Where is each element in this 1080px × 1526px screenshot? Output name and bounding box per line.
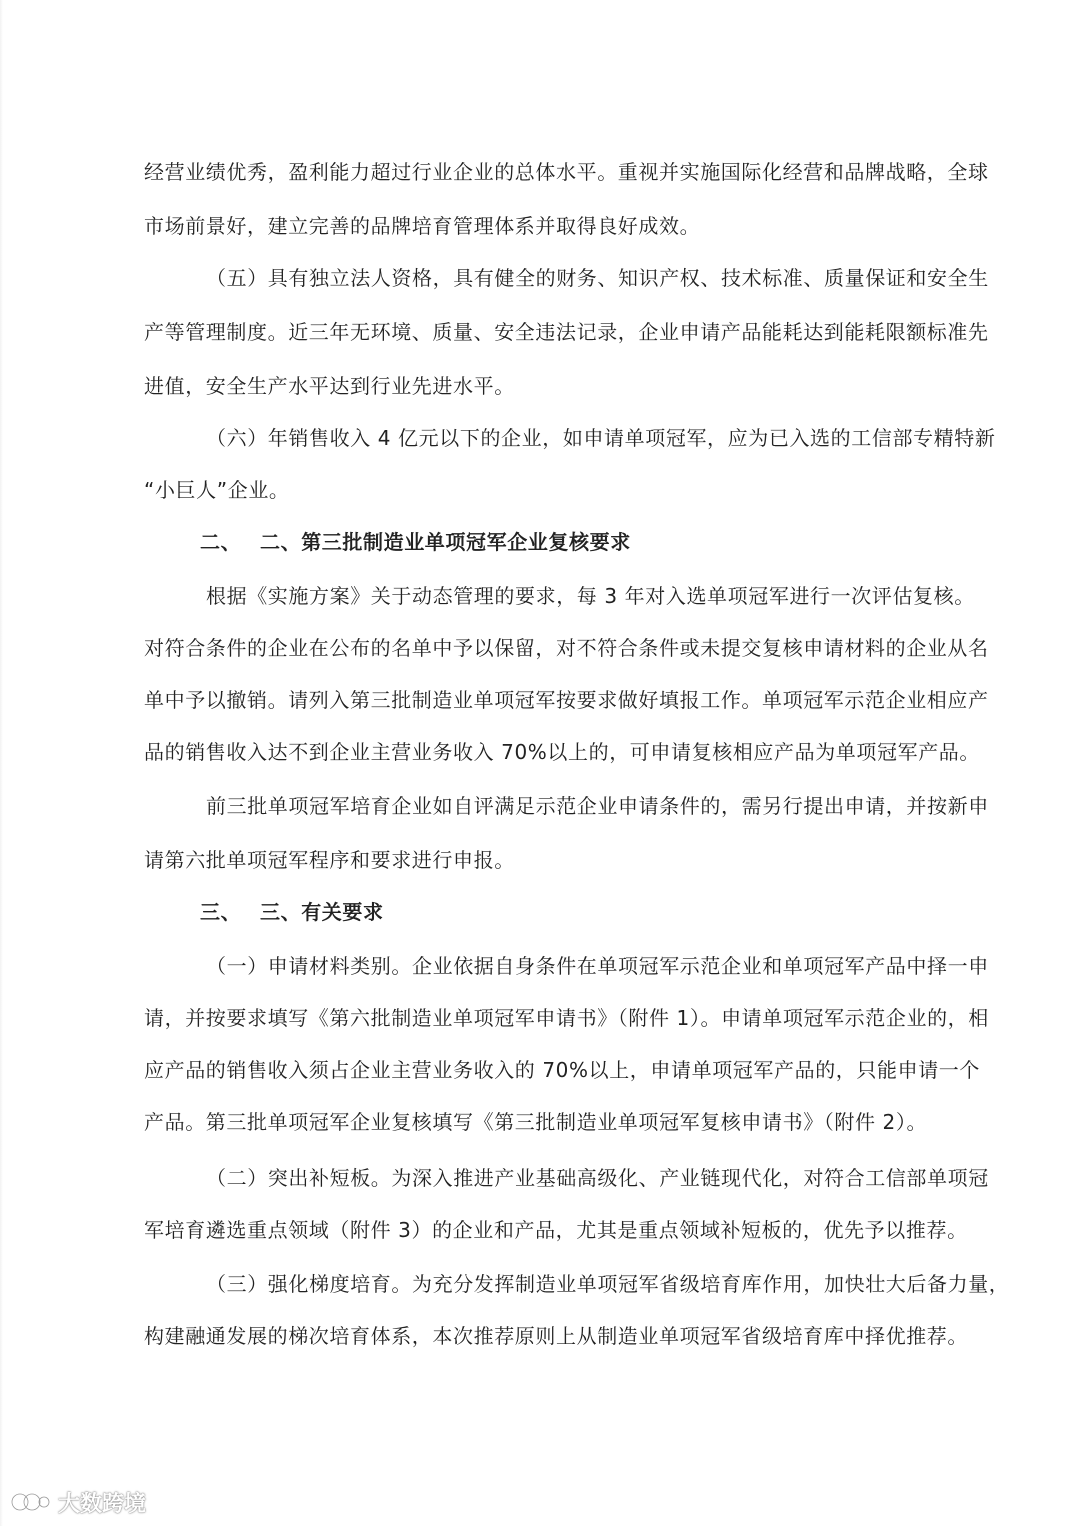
text-line: （五）具有独立法人资格，具有健全的财务、知识产权、技术标准、质量保证和安全生 (206, 266, 989, 290)
text-line: 进值，安全生产水平达到行业先进水平。 (144, 374, 515, 398)
text-line: 构建融通发展的梯次培育体系，本次推荐原则上从制造业单项冠军省级培育库中择优推荐。 (144, 1324, 968, 1348)
text-line: 品的销售收入达不到企业主营业务收入 70%以上的，可申请复核相应产品为单项冠军产品。 (144, 740, 981, 764)
section-heading-2 (0, 520, 1080, 564)
text-line: 军培育遴选重点领域（附件 3）的企业和产品，尤其是重点领域补短板的，优先予以推荐。 (144, 1218, 968, 1242)
text-line: 应产品的销售收入须占企业主营业务收入的 70%以上，申请单项冠军产品的，只能申请一个 (144, 1058, 981, 1082)
text-line: 经营业绩优秀，盈利能力超过行业企业的总体水平。重视并实施国际化经营和品牌战略，全球 (144, 160, 989, 184)
section-number: 三、 (200, 900, 242, 924)
section-heading-3 (0, 890, 1080, 934)
section-title: 二、第三批制造业单项冠军企业复核要求 (260, 530, 631, 554)
watermark (8, 1486, 146, 1518)
text-line: （六）年销售收入 4 亿元以下的企业，如申请单项冠军，应为已入选的工信部专精特新 (206, 426, 996, 450)
text-line: 产等管理制度。近三年无环境、质量、安全违法记录，企业申请产品能耗达到能耗限额标准先 (144, 320, 989, 344)
text-line: 对符合条件的企业在公布的名单中予以保留，对不符合条件或未提交复核申请材料的企业从名 (144, 636, 989, 660)
text-line: “小巨人”企业。 (144, 478, 290, 502)
text-line: 请第六批单项冠军程序和要求进行申报。 (144, 848, 515, 872)
watermark-text: 大数跨境 (58, 1491, 147, 1517)
section-number: 二、 (200, 530, 242, 554)
text-line: 产品。第三批单项冠军企业复核填写《第三批制造业单项冠军复核申请书》（附件 2）。 (144, 1110, 928, 1134)
text-line: （三）强化梯度培育。为充分发挥制造业单项冠军省级培育库作用，加快壮大后备力量， (206, 1272, 1010, 1296)
text-line: 单中予以撤销。请列入第三批制造业单项冠军按要求做好填报工作。单项冠军示范企业相应产 (144, 688, 989, 712)
link-icon (8, 1489, 52, 1515)
text-line: 根据《实施方案》关于动态管理的要求，每 3 年对入选单项冠军进行一次评估复核。 (206, 584, 975, 608)
text-line: （一）申请材料类别。企业依据自身条件在单项冠军示范企业和单项冠军产品中择一申 (206, 954, 989, 978)
text-line: 市场前景好，建立完善的品牌培育管理体系并取得良好成效。 (144, 214, 701, 238)
section-title: 三、有关要求 (260, 900, 384, 924)
text-line: 请，并按要求填写《第六批制造业单项冠军申请书》（附件 1）。申请单项冠军示范企业的，相 (144, 1006, 989, 1030)
text-line: 前三批单项冠军培育企业如自评满足示范企业申请条件的，需另行提出申请，并按新申 (206, 794, 989, 818)
text-line: （二）突出补短板。为深入推进产业基础高级化、产业链现代化，对符合工信部单项冠 (206, 1166, 989, 1190)
